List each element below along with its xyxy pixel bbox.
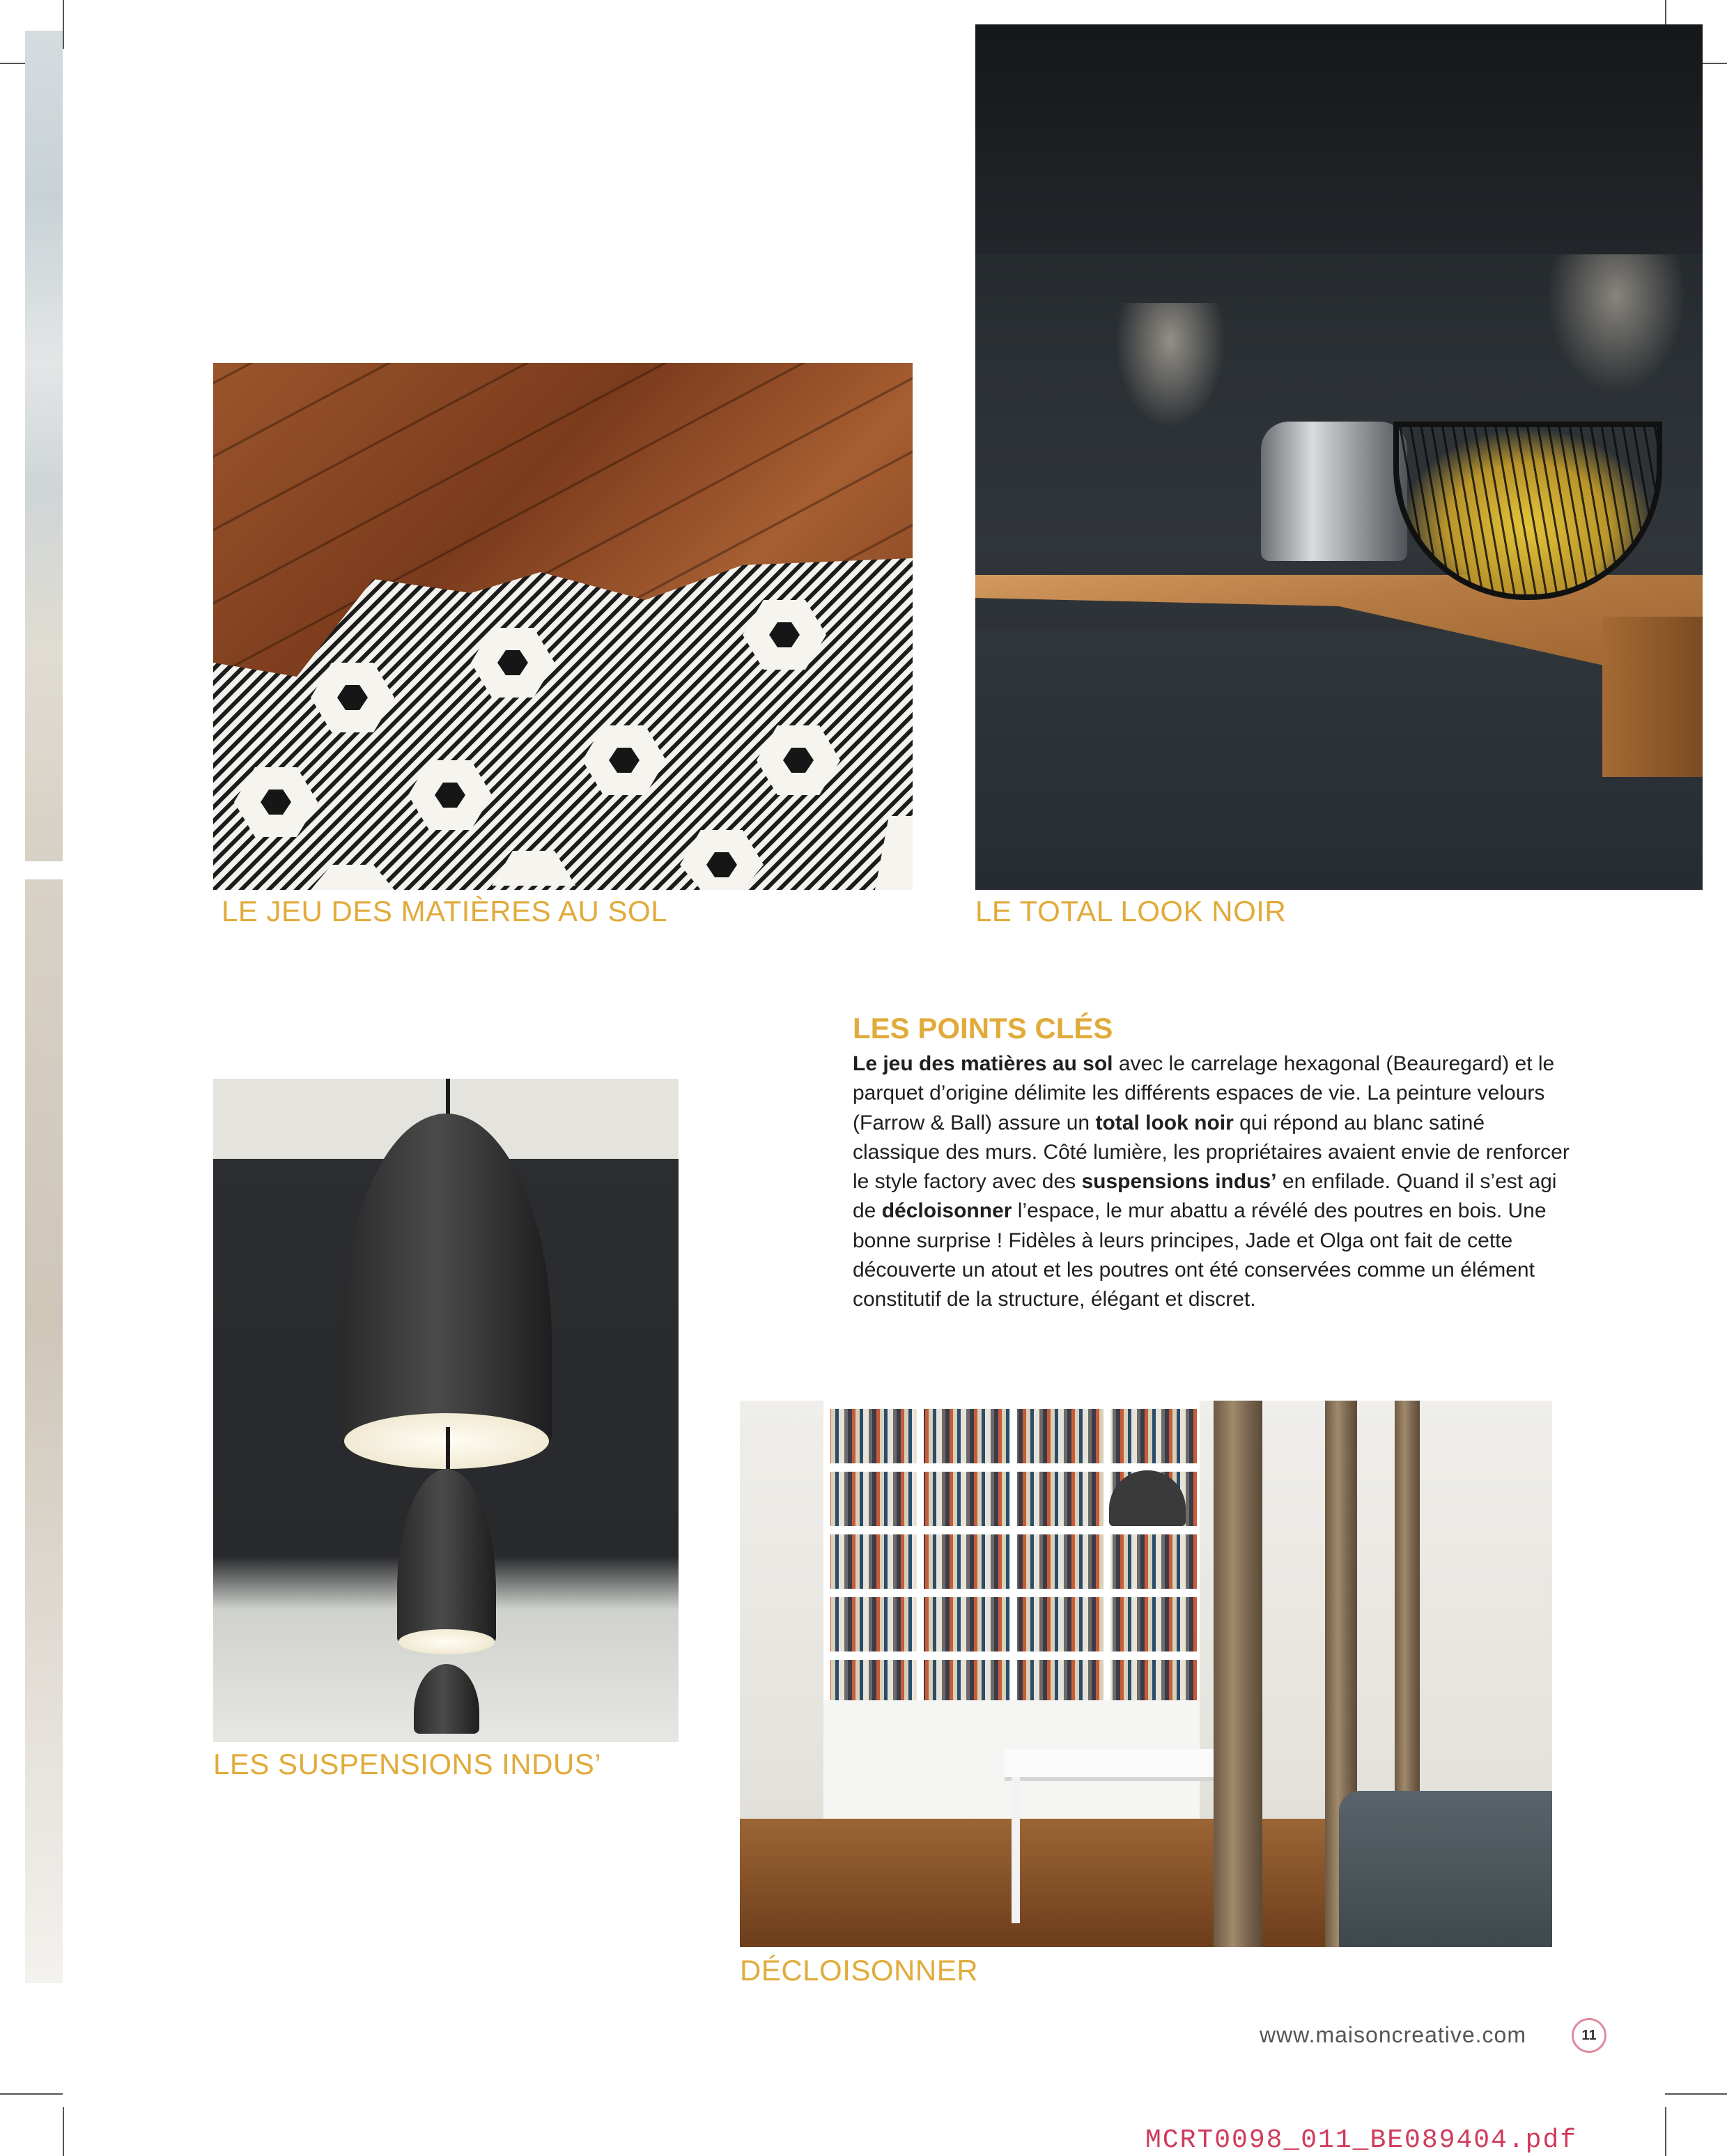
lamp-light (398, 1629, 495, 1654)
living-room-photo (740, 1401, 1552, 1947)
toaster (1261, 422, 1407, 561)
crop-mark (1665, 2093, 1727, 2095)
highlight-pendants: suspensions indus’ (1081, 1170, 1277, 1194)
crop-mark (63, 0, 64, 49)
website-link[interactable]: www.maisoncreative.com (1260, 2022, 1526, 2047)
page-number: 11 (1572, 2018, 1606, 2053)
bleed-image-strip (25, 879, 63, 1983)
file-slug: MCRT0098_011_BE089404.pdf (1145, 2125, 1578, 2155)
crop-mark (1665, 2107, 1666, 2156)
crop-mark (0, 2093, 63, 2095)
article-heading: LES POINTS CLÉS (853, 1012, 1113, 1045)
floor-photo (213, 363, 913, 890)
article-text: l’espace, le mur abattu a révélé des poutres en bois. Une bonne surprise ! Fidèles à leurs principes, Jade et Olga ont fait de cette découverte un atout et les poutres ont été conservées comme un élément constitutif de la structure, élégant et discret. (853, 1199, 1547, 1311)
table-leg (1012, 1777, 1020, 1923)
lower-cabinets (975, 631, 1703, 890)
wall-light-glow (1115, 303, 1226, 429)
caption-kitchen: LE TOTAL LOOK NOIR (975, 895, 1287, 927)
pendant-lamps-photo (213, 1079, 679, 1742)
bleed-image-strip (25, 31, 63, 861)
highlight-open-space: décloisonner (881, 1199, 1012, 1223)
caption-living: DÉCLOISONNER (740, 1954, 979, 1987)
caption-pendants: LES SUSPENSIONS INDUS’ (213, 1748, 602, 1780)
caption-floor: LE JEU DES MATIÈRES AU SOL (222, 895, 668, 927)
crop-mark (63, 2107, 64, 2156)
lamp-cord (446, 1427, 450, 1469)
countertop-edge (1602, 617, 1703, 777)
article-body (853, 1049, 1570, 1315)
wall-light-glow (1547, 254, 1686, 394)
highlight-floor: Le jeu des matières au sol (853, 1052, 1113, 1075)
upper-cabinets (975, 24, 1703, 254)
article-text: en enfilade. Quand il s’est agi de (853, 1170, 1557, 1223)
kitchen-photo (975, 24, 1703, 890)
wooden-beam (1214, 1401, 1262, 1947)
highlight-black: total look noir (1095, 1111, 1234, 1134)
hexagon-tiles (213, 363, 913, 890)
article-text: avec le carrelage hexagonal (Beauregard) et le parquet d’origine délimite les différents espaces de vie. La peinture velours (Farrow & Ball) assure un (853, 1052, 1555, 1134)
article-text: qui répond au blanc satiné classique des murs. Côté lumière, les propriétaires avaient envie de renforcer le style factory avec des (853, 1111, 1570, 1194)
sofa (1339, 1791, 1552, 1947)
